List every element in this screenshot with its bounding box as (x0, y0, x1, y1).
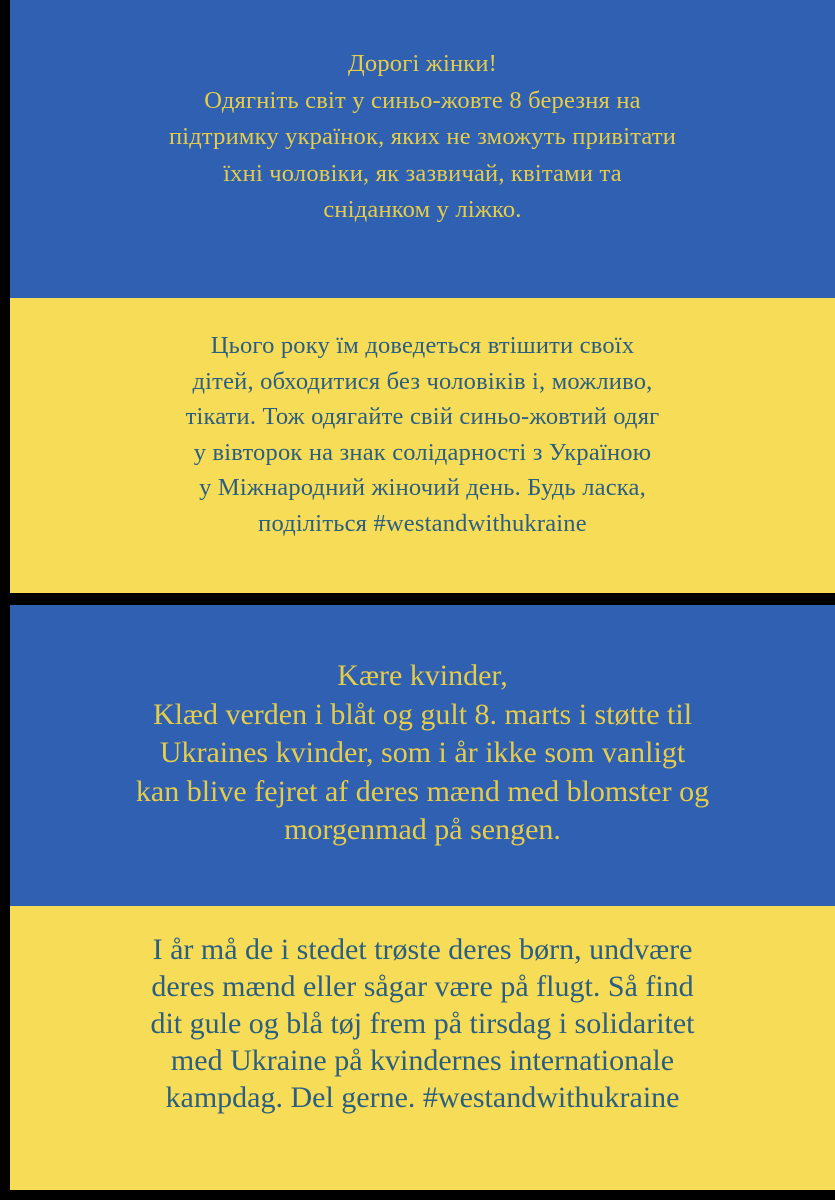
ukrainian-top-line: сніданком у ліжко. (323, 196, 522, 223)
danish-top-line: kan blive fejret af deres mænd med blomster og (135, 774, 710, 808)
danish-bottom-line: deres mænd eller sågar være på flugt. Så find (151, 970, 694, 1003)
ukrainian-bottom-line: Цього року їм доведеться втішити своїх (210, 332, 635, 359)
ukrainian-blue-band (10, 0, 835, 298)
ukrainian-greeting: Дорогі жінки! (347, 50, 498, 77)
ukrainian-top-line: підтримку українок, яких не зможуть привітати (168, 123, 677, 150)
ukrainian-hashtag-line: поділіться #westandwithukraine (258, 509, 587, 537)
danish-top-line: Klæd verden i blåt og gult 8. marts i støtte til (152, 697, 693, 731)
ukrainian-bottom-line: дітей, обходитися без чоловіків і, можливо, (192, 367, 653, 395)
ukrainian-card (10, 0, 835, 593)
danish-bottom-line: I år må de i stedet trøste deres børn, undvære (152, 933, 693, 966)
danish-card (10, 605, 835, 1190)
ukrainian-top-line: їхні чоловіки, як зазвичай, квітами та (223, 159, 622, 187)
ukrainian-bottom-line: у Міжнародний жіночий день. Будь ласка, (199, 474, 646, 501)
danish-bottom-line: dit gule og blå tøj frem på tirsdag i solidaritet (150, 1007, 695, 1040)
ukrainian-bottom-line: тікати. Тож одягайте свій синьо-жовтий одяг (185, 403, 660, 430)
danish-top-line: morgenmad på sengen. (284, 813, 561, 846)
danish-yellow-band (10, 906, 835, 1190)
ukrainian-bottom-line: у вівторок на знак солідарності з Україною (193, 438, 652, 466)
ukrainian-yellow-band (10, 298, 835, 593)
danish-greeting: Kære kvinder, (337, 659, 508, 692)
danish-hashtag-line: kampdag. Del gerne. #westandwithukraine (165, 1081, 680, 1114)
ukrainian-top-line: Одягніть світ у синьо-жовте 8 березня на (204, 86, 641, 114)
danish-top-line: Ukraines kvinder, som i år ikke som vanligt (159, 736, 686, 769)
danish-bottom-line: med Ukraine på kvindernes internationale (170, 1044, 675, 1077)
danish-blue-band (10, 605, 835, 906)
